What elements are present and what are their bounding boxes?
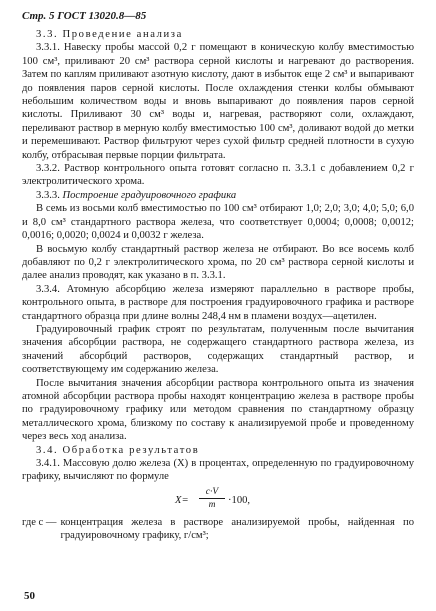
subsection-heading-calibration	[22, 189, 414, 202]
legend-variable: где c —	[22, 516, 57, 528]
formula	[22, 488, 414, 512]
formula-numerator: c·V	[199, 486, 225, 499]
section-heading-analysis: 3.3. Проведение анализа	[36, 29, 183, 40]
paragraph-3-3-2: 3.3.2. Раствор контрольного опыта готовят согласно п. 3.3.1 с добавлением 0,2 г электролитического хрома.	[22, 163, 414, 188]
paragraph-calibration-graph: Градуировочный график строят по результатам, полученным после вычитания значения абсорбции раствора, не содержащего стандартного раствора железа, из значений абсорбций растворов, содержащих стандартный раствор, и соответствующему им содержанию железа.	[22, 323, 414, 376]
legend-description: концентрация железа в растворе анализируемой пробы, найденная по градуировочному графику, г/см³;	[60, 516, 414, 542]
paragraph-eighth-flask: В восьмую колбу стандартный раствор железа не отбирают. Во все восемь колб добавляют по 0,2 г электролитического хрома, по 20 см³ раствора серной кислоты и далее анализ проводят, как указано в п. 3.3.1.	[22, 243, 414, 282]
paragraph-3-3-4: 3.3.4. Атомную абсорбцию железа измеряют параллельно в растворе пробы, контрольного опыта, в растворе для построения градуировочного графика и растворе стандартного образца при длине волны 248,4 нм в пламени воздух—ацетилен.	[22, 283, 414, 322]
formula-denominator: m	[208, 499, 216, 510]
formula-rhs: ·100,	[228, 494, 251, 506]
document-body	[22, 28, 414, 543]
paragraph-3-4-1: 3.4.1. Массовую долю железа (X) в процентах, определенную по градуировочному графику, вычисляют по формуле	[22, 458, 414, 483]
subsection-number: 3.3.3.	[36, 189, 63, 201]
paragraph-3-3-1: 3.3.1. Навеску пробы массой 0,2 г помещают в коническую колбу вместимостью 100 см³, приливают 20 см³ раствора серной кислоты и нагревают до растворения. Затем по каплям приливают азотную кислоту, дают в избыток еще 2 см³ и выпаривают до появления паров серной кислоты. После охлаждения стенки колбы обмывают небольшим количеством воды и вновь выпаривают до появления паров серной кислоты. Приливают 30 см³ воды и, нагревая, растворяют соли, охлаждают, переливают раствор в мерную колбу вместимостью 100 см³, доливают водой до метки и перемешивают. Раствор фильтруют через сухой фильтр средней плотности в сухую колбу, отбрасывая первые порции фильтрата.	[22, 42, 414, 161]
page-number: 50	[24, 590, 35, 602]
subsection-title: Построение градуировочного графика	[62, 189, 237, 201]
paragraph-standard-solutions: В семь из восьми колб вместимостью по 100 см³ отбирают 1,0; 2,0; 3,0; 4,0; 5,0; 6,0 и 8,0 см³ стандартного раствора железа, что соответствует 0,0004; 0,0008; 0,0012; 0,0016; 0,0020; 0,0024 и 0,0032 г железа.	[22, 203, 414, 242]
section-heading-processing: 3.4. Обработка результатов	[36, 444, 200, 456]
formula-lhs: X=	[175, 494, 189, 506]
formula-fraction	[199, 486, 225, 511]
page-header: Стр. 5 ГОСТ 13020.8—85	[22, 10, 147, 22]
paragraph-concentration: После вычитания значения абсорбции раствора контрольного опыта из значения атомной абсорбции раствора пробы находят концентрацию железа в растворе пробы по градуировочному графику или методом сравнения по стандартному образцу металлического хрома, близкому по составу к анализируемой пробе и проведенному через весь ход анализа.	[22, 377, 414, 443]
formula-legend	[22, 516, 414, 543]
